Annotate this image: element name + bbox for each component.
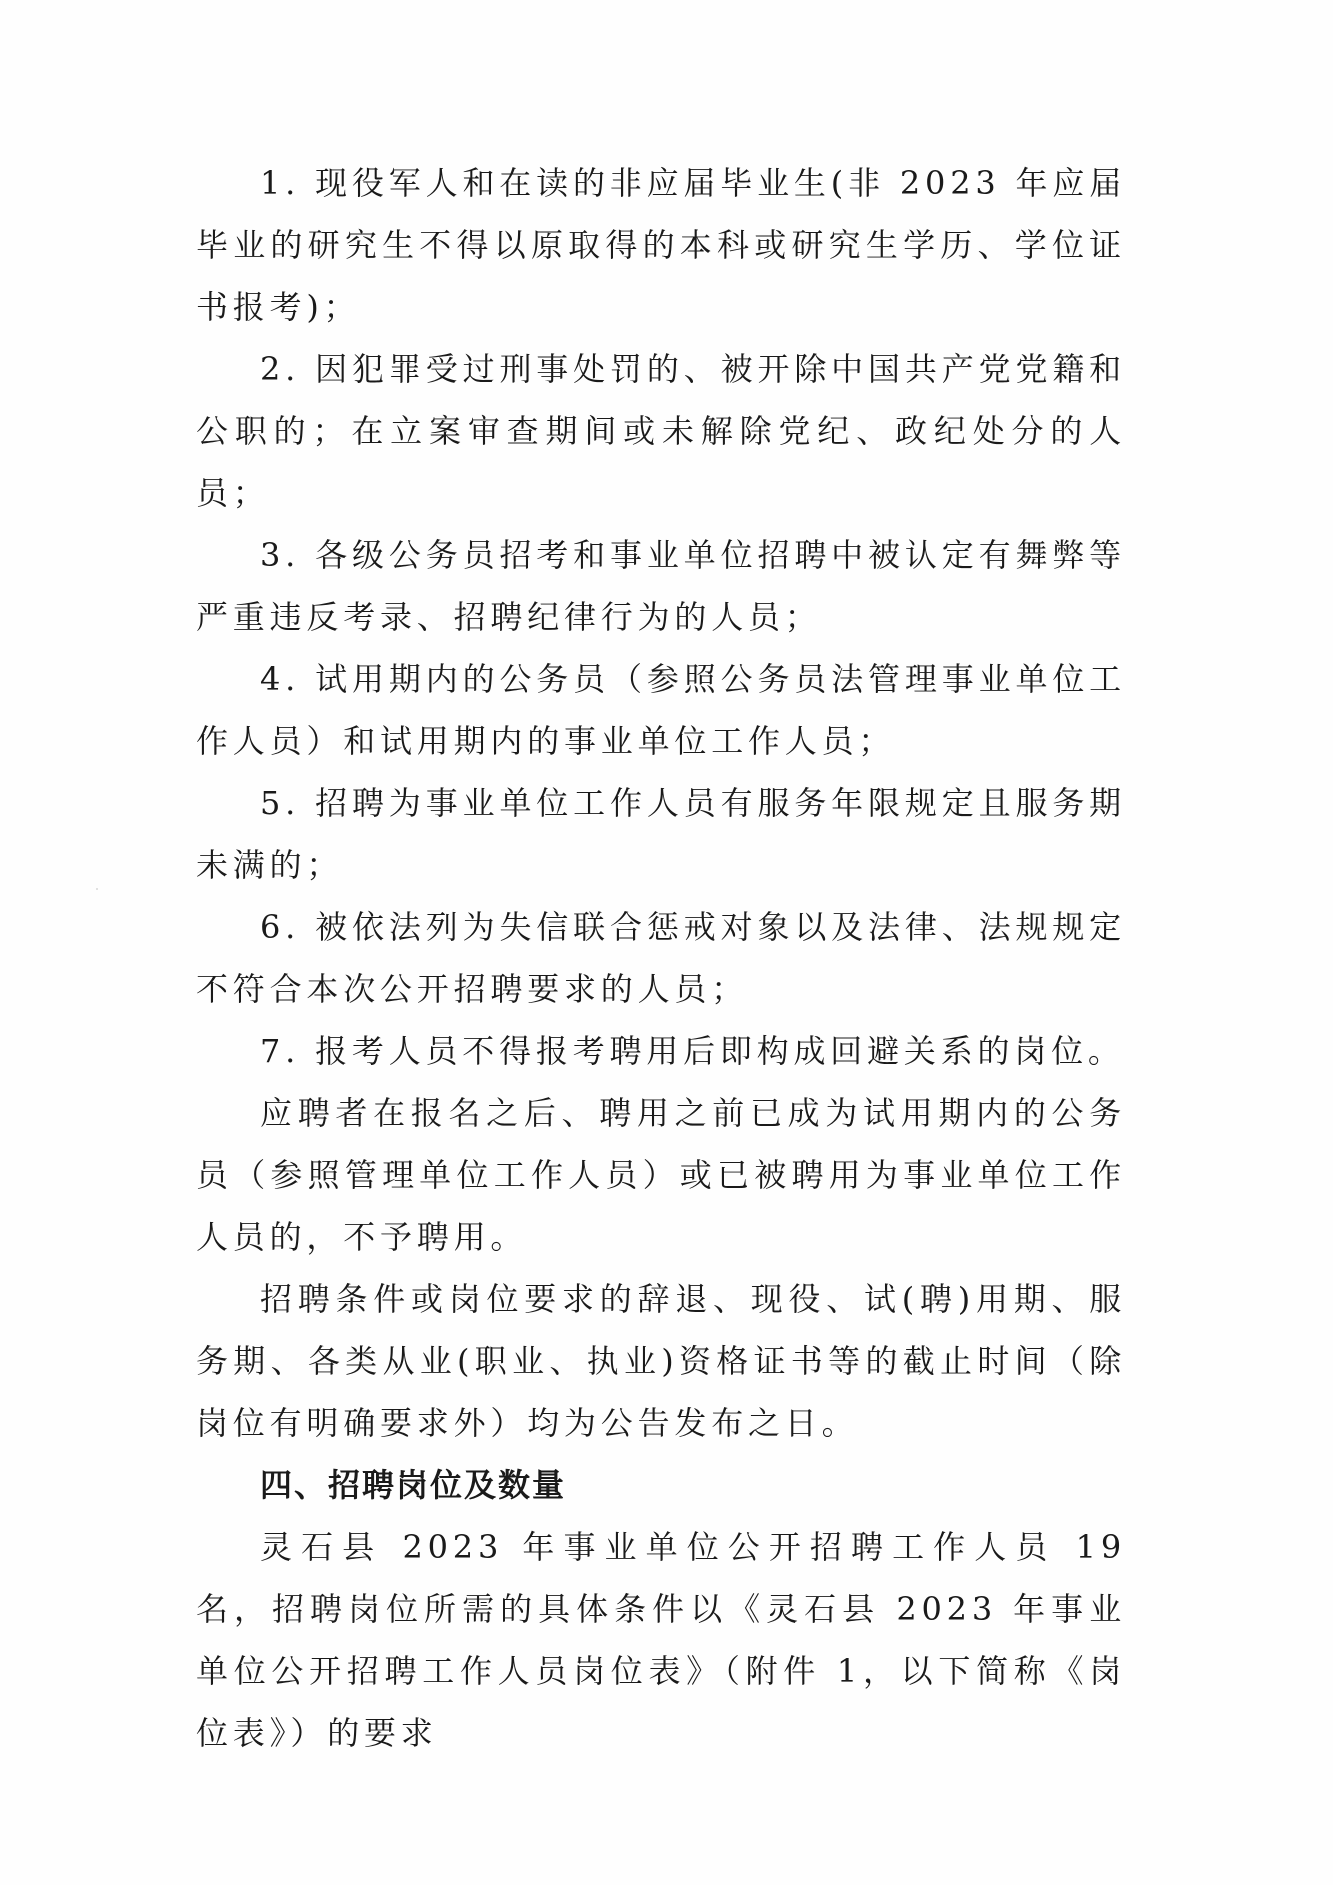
condition-item-5: 5. 招聘为事业单位工作人员有服务年限规定且服务期未满的； [196, 784, 1126, 884]
positions-paragraph: 灵石县 2023 年事业单位公开招聘工作人员 19 名，招聘岗位所需的具体条件以《灵石县 2023 年事业单位公开招聘工作人员岗位表》（附件 1，以下简称《岗位表》）的要求 [196, 1528, 1126, 1752]
condition-item-6: 6. 被依法列为失信联合惩戒对象以及法律、法规规定不符合本次公开招聘要求的人员； [196, 908, 1126, 1008]
hiring-note-paragraph: 应聘者在报名之后、聘用之前已成为试用期内的公务员（参照管理单位工作人员）或已被聘用为事业单位工作人员的，不予聘用。 [196, 1094, 1126, 1256]
document-body [196, 152, 1126, 1764]
condition-item-7: 7. 报考人员不得报考聘用后即构成回避关系的岗位。 [260, 1032, 1125, 1070]
scan-speck [96, 888, 98, 890]
condition-item-2: 2. 因犯罪受过刑事处罚的、被开除中国共产党党籍和公职的；在立案审查期间或未解除党纪、政纪处分的人员； [196, 350, 1126, 512]
condition-item-3: 3. 各级公务员招考和事业单位招聘中被认定有舞弊等严重违反考录、招聘纪律行为的人员； [196, 536, 1126, 636]
condition-item-1: 1. 现役军人和在读的非应届毕业生(非 2023 年应届毕业的研究生不得以原取得的本科或研究生学历、学位证书报考)； [196, 164, 1126, 326]
section-heading: 四、招聘岗位及数量 [260, 1466, 567, 1504]
deadline-note-paragraph: 招聘条件或岗位要求的辞退、现役、试(聘)用期、服务期、各类从业(职业、执业)资格证书等的截止时间（除岗位有明确要求外）均为公告发布之日。 [196, 1280, 1126, 1442]
condition-item-4: 4. 试用期内的公务员（参照公务员法管理事业单位工作人员）和试用期内的事业单位工作人员； [196, 660, 1126, 760]
